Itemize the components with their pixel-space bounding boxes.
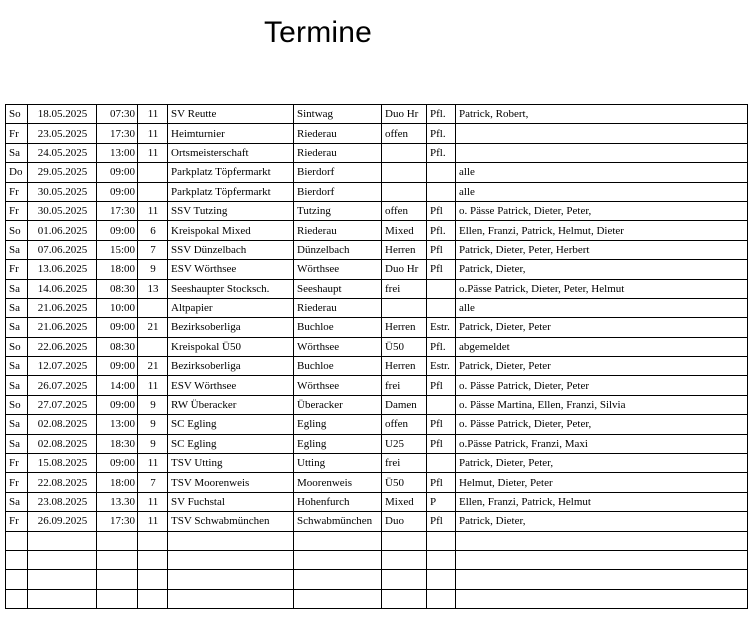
date-cell: 14.06.2025 — [28, 279, 97, 298]
date-cell: 02.08.2025 — [28, 434, 97, 453]
lanes-cell: 7 — [138, 240, 168, 259]
date-cell: 21.06.2025 — [28, 298, 97, 317]
place-cell: Dünzelbach — [294, 240, 382, 259]
pfl-cell — [427, 589, 456, 608]
table-row — [6, 434, 748, 453]
event-cell: Bezirksoberliga — [168, 357, 294, 376]
players-cell — [456, 124, 748, 143]
type-cell: offen — [382, 415, 427, 434]
type-cell: Damen — [382, 395, 427, 414]
pfl-cell: Pfl — [427, 201, 456, 220]
players-cell: o.Pässe Patrick, Franzi, Maxi — [456, 434, 748, 453]
day-cell: Sa — [6, 434, 28, 453]
type-cell — [382, 570, 427, 589]
table-row — [6, 201, 748, 220]
date-cell: 18.05.2025 — [28, 105, 97, 124]
table-row — [6, 182, 748, 201]
date-cell — [28, 531, 97, 550]
day-cell: Sa — [6, 492, 28, 511]
type-cell — [382, 182, 427, 201]
players-cell: Helmut, Dieter, Peter — [456, 473, 748, 492]
type-cell: Duo — [382, 512, 427, 531]
event-cell: Parkplatz Töpfermarkt — [168, 182, 294, 201]
time-cell: 09:00 — [97, 221, 138, 240]
table-row — [6, 318, 748, 337]
table-row — [6, 473, 748, 492]
table-row — [6, 512, 748, 531]
pfl-cell: Pfl — [427, 473, 456, 492]
place-cell: Buchloe — [294, 318, 382, 337]
pfl-cell: Pfl — [427, 434, 456, 453]
date-cell: 24.05.2025 — [28, 143, 97, 162]
players-cell — [456, 550, 748, 569]
time-cell: 18:00 — [97, 473, 138, 492]
type-cell: Duo Hr — [382, 260, 427, 279]
time-cell: 13.30 — [97, 492, 138, 511]
event-cell: Heimturnier — [168, 124, 294, 143]
time-cell: 09:00 — [97, 318, 138, 337]
time-cell: 17:30 — [97, 201, 138, 220]
time-cell: 18:30 — [97, 434, 138, 453]
day-cell: Fr — [6, 512, 28, 531]
table-row — [6, 279, 748, 298]
event-cell: RW Überacker — [168, 395, 294, 414]
date-cell: 22.08.2025 — [28, 473, 97, 492]
lanes-cell: 21 — [138, 357, 168, 376]
time-cell: 15:00 — [97, 240, 138, 259]
table-row — [6, 415, 748, 434]
type-cell — [382, 531, 427, 550]
type-cell — [382, 298, 427, 317]
time-cell: 14:00 — [97, 376, 138, 395]
type-cell: Mixed — [382, 221, 427, 240]
table-row — [6, 492, 748, 511]
type-cell: frei — [382, 279, 427, 298]
lanes-cell — [138, 298, 168, 317]
date-cell: 22.06.2025 — [28, 337, 97, 356]
date-cell: 15.08.2025 — [28, 454, 97, 473]
lanes-cell: 9 — [138, 415, 168, 434]
lanes-cell — [138, 570, 168, 589]
players-cell: abgemeldet — [456, 337, 748, 356]
page-title: Termine — [263, 16, 373, 49]
players-cell: o. Pässe Patrick, Dieter, Peter, — [456, 415, 748, 434]
lanes-cell: 13 — [138, 279, 168, 298]
event-cell: SV Fuchstal — [168, 492, 294, 511]
pfl-cell: Pfl. — [427, 143, 456, 162]
event-cell: TSV Moorenweis — [168, 473, 294, 492]
place-cell: Wörthsee — [294, 337, 382, 356]
lanes-cell — [138, 550, 168, 569]
table-row — [6, 337, 748, 356]
type-cell: Herren — [382, 240, 427, 259]
day-cell: Fr — [6, 182, 28, 201]
place-cell: Moorenweis — [294, 473, 382, 492]
place-cell: Bierdorf — [294, 182, 382, 201]
table-row — [6, 298, 748, 317]
date-cell: 13.06.2025 — [28, 260, 97, 279]
type-cell — [382, 143, 427, 162]
event-cell: SSV Tutzing — [168, 201, 294, 220]
event-cell: TSV Utting — [168, 454, 294, 473]
time-cell: 10:00 — [97, 298, 138, 317]
day-cell: Sa — [6, 415, 28, 434]
lanes-cell — [138, 337, 168, 356]
date-cell: 26.09.2025 — [28, 512, 97, 531]
players-cell: Ellen, Franzi, Patrick, Helmut — [456, 492, 748, 511]
place-cell: Wörthsee — [294, 376, 382, 395]
day-cell: Fr — [6, 473, 28, 492]
pfl-cell: Estr. — [427, 318, 456, 337]
players-cell — [456, 143, 748, 162]
day-cell: So — [6, 221, 28, 240]
type-cell: Herren — [382, 357, 427, 376]
schedule-table — [5, 104, 748, 609]
place-cell: Riederau — [294, 143, 382, 162]
event-cell: SC Egling — [168, 434, 294, 453]
date-cell: 26.07.2025 — [28, 376, 97, 395]
lanes-cell: 9 — [138, 434, 168, 453]
day-cell: Sa — [6, 240, 28, 259]
schedule-rows — [6, 105, 748, 609]
time-cell: 09:00 — [97, 182, 138, 201]
type-cell: U25 — [382, 434, 427, 453]
place-cell — [294, 570, 382, 589]
pfl-cell: Pfl. — [427, 124, 456, 143]
date-cell: 07.06.2025 — [28, 240, 97, 259]
players-cell: alle — [456, 163, 748, 182]
event-cell: SC Egling — [168, 415, 294, 434]
event-cell: Bezirksoberliga — [168, 318, 294, 337]
players-cell: Patrick, Dieter, Peter — [456, 357, 748, 376]
time-cell: 17:30 — [97, 124, 138, 143]
day-cell: So — [6, 105, 28, 124]
day-cell: So — [6, 395, 28, 414]
pfl-cell: Pfl — [427, 512, 456, 531]
type-cell: Duo Hr — [382, 105, 427, 124]
players-cell: alle — [456, 182, 748, 201]
event-cell: Altpapier — [168, 298, 294, 317]
date-cell: 02.08.2025 — [28, 415, 97, 434]
pfl-cell: Pfl. — [427, 221, 456, 240]
day-cell: Sa — [6, 298, 28, 317]
date-cell: 27.07.2025 — [28, 395, 97, 414]
players-cell — [456, 570, 748, 589]
type-cell — [382, 550, 427, 569]
type-cell: frei — [382, 454, 427, 473]
time-cell: 09:00 — [97, 395, 138, 414]
place-cell: Überacker — [294, 395, 382, 414]
lanes-cell — [138, 182, 168, 201]
table-row — [6, 570, 748, 589]
table-row — [6, 357, 748, 376]
date-cell: 21.06.2025 — [28, 318, 97, 337]
place-cell: Tutzing — [294, 201, 382, 220]
event-cell: Ortsmeisterschaft — [168, 143, 294, 162]
event-cell: Kreispokal Mixed — [168, 221, 294, 240]
place-cell: Egling — [294, 434, 382, 453]
place-cell: Bierdorf — [294, 163, 382, 182]
day-cell: Fr — [6, 260, 28, 279]
place-cell — [294, 589, 382, 608]
event-cell: Kreispokal Ü50 — [168, 337, 294, 356]
lanes-cell: 11 — [138, 124, 168, 143]
pfl-cell — [427, 163, 456, 182]
players-cell: o. Pässe Patrick, Dieter, Peter — [456, 376, 748, 395]
table-row — [6, 105, 748, 124]
pfl-cell: P — [427, 492, 456, 511]
players-cell: Patrick, Robert, — [456, 105, 748, 124]
place-cell: Seeshaupt — [294, 279, 382, 298]
date-cell: 23.05.2025 — [28, 124, 97, 143]
type-cell — [382, 589, 427, 608]
pfl-cell — [427, 182, 456, 201]
type-cell: offen — [382, 201, 427, 220]
players-cell: o.Pässe Patrick, Dieter, Peter, Helmut — [456, 279, 748, 298]
time-cell: 17:30 — [97, 512, 138, 531]
lanes-cell: 11 — [138, 492, 168, 511]
day-cell — [6, 550, 28, 569]
pfl-cell: Pfl — [427, 415, 456, 434]
pfl-cell: Pfl — [427, 240, 456, 259]
place-cell — [294, 550, 382, 569]
lanes-cell: 7 — [138, 473, 168, 492]
pfl-cell — [427, 298, 456, 317]
place-cell: Riederau — [294, 221, 382, 240]
date-cell: 12.07.2025 — [28, 357, 97, 376]
table-row — [6, 124, 748, 143]
place-cell: Wörthsee — [294, 260, 382, 279]
pfl-cell: Estr. — [427, 357, 456, 376]
type-cell: Ü50 — [382, 473, 427, 492]
day-cell: Sa — [6, 143, 28, 162]
pfl-cell — [427, 550, 456, 569]
players-cell: Patrick, Dieter, Peter — [456, 318, 748, 337]
event-cell — [168, 531, 294, 550]
event-cell — [168, 570, 294, 589]
day-cell: Sa — [6, 357, 28, 376]
date-cell: 30.05.2025 — [28, 182, 97, 201]
place-cell: Sintwag — [294, 105, 382, 124]
table-row — [6, 221, 748, 240]
type-cell: offen — [382, 124, 427, 143]
table-row — [6, 376, 748, 395]
lanes-cell — [138, 531, 168, 550]
pfl-cell — [427, 279, 456, 298]
time-cell: 18:00 — [97, 260, 138, 279]
table-row — [6, 163, 748, 182]
day-cell: Fr — [6, 454, 28, 473]
pfl-cell: Pfl — [427, 260, 456, 279]
lanes-cell: 21 — [138, 318, 168, 337]
date-cell: 29.05.2025 — [28, 163, 97, 182]
pfl-cell: Pfl. — [427, 105, 456, 124]
lanes-cell: 11 — [138, 143, 168, 162]
lanes-cell: 9 — [138, 260, 168, 279]
players-cell: Patrick, Dieter, — [456, 512, 748, 531]
day-cell: So — [6, 337, 28, 356]
pfl-cell: Pfl — [427, 376, 456, 395]
event-cell: SV Reutte — [168, 105, 294, 124]
place-cell — [294, 531, 382, 550]
lanes-cell: 11 — [138, 512, 168, 531]
date-cell: 23.08.2025 — [28, 492, 97, 511]
day-cell: Sa — [6, 318, 28, 337]
players-cell: alle — [456, 298, 748, 317]
pfl-cell — [427, 531, 456, 550]
day-cell — [6, 589, 28, 608]
table-row — [6, 589, 748, 608]
players-cell: o. Pässe Martina, Ellen, Franzi, Silvia — [456, 395, 748, 414]
lanes-cell — [138, 163, 168, 182]
day-cell: Sa — [6, 279, 28, 298]
place-cell: Schwabmünchen — [294, 512, 382, 531]
event-cell: Parkplatz Töpfermarkt — [168, 163, 294, 182]
event-cell: TSV Schwabmünchen — [168, 512, 294, 531]
players-cell — [456, 531, 748, 550]
event-cell: Seeshaupter Stocksch. — [168, 279, 294, 298]
event-cell — [168, 589, 294, 608]
table-row — [6, 143, 748, 162]
day-cell: Do — [6, 163, 28, 182]
time-cell — [97, 570, 138, 589]
type-cell — [382, 163, 427, 182]
table-row — [6, 454, 748, 473]
event-cell — [168, 550, 294, 569]
type-cell: frei — [382, 376, 427, 395]
time-cell: 09:00 — [97, 163, 138, 182]
lanes-cell: 11 — [138, 201, 168, 220]
date-cell: 30.05.2025 — [28, 201, 97, 220]
players-cell: Patrick, Dieter, Peter, — [456, 454, 748, 473]
players-cell: Patrick, Dieter, Peter, Herbert — [456, 240, 748, 259]
event-cell: ESV Wörthsee — [168, 376, 294, 395]
type-cell: Ü50 — [382, 337, 427, 356]
time-cell — [97, 550, 138, 569]
type-cell: Herren — [382, 318, 427, 337]
place-cell: Riederau — [294, 124, 382, 143]
date-cell — [28, 550, 97, 569]
pfl-cell — [427, 570, 456, 589]
type-cell: Mixed — [382, 492, 427, 511]
table-row — [6, 395, 748, 414]
lanes-cell: 11 — [138, 454, 168, 473]
day-cell — [6, 570, 28, 589]
day-cell: Fr — [6, 201, 28, 220]
time-cell: 08:30 — [97, 279, 138, 298]
place-cell: Utting — [294, 454, 382, 473]
lanes-cell: 9 — [138, 395, 168, 414]
players-cell — [456, 589, 748, 608]
day-cell: Sa — [6, 376, 28, 395]
date-cell — [28, 589, 97, 608]
date-cell — [28, 570, 97, 589]
time-cell — [97, 589, 138, 608]
pfl-cell — [427, 395, 456, 414]
table-row — [6, 240, 748, 259]
place-cell: Buchloe — [294, 357, 382, 376]
players-cell: o. Pässe Patrick, Dieter, Peter, — [456, 201, 748, 220]
day-cell: Fr — [6, 124, 28, 143]
time-cell: 09:00 — [97, 357, 138, 376]
lanes-cell — [138, 589, 168, 608]
table-row — [6, 550, 748, 569]
lanes-cell: 6 — [138, 221, 168, 240]
time-cell: 08:30 — [97, 337, 138, 356]
players-cell: Ellen, Franzi, Patrick, Helmut, Dieter — [456, 221, 748, 240]
time-cell: 13:00 — [97, 143, 138, 162]
players-cell: Patrick, Dieter, — [456, 260, 748, 279]
event-cell: ESV Wörthsee — [168, 260, 294, 279]
date-cell: 01.06.2025 — [28, 221, 97, 240]
time-cell: 13:00 — [97, 415, 138, 434]
place-cell: Egling — [294, 415, 382, 434]
place-cell: Hohenfurch — [294, 492, 382, 511]
lanes-cell: 11 — [138, 105, 168, 124]
time-cell — [97, 531, 138, 550]
event-cell: SSV Dünzelbach — [168, 240, 294, 259]
place-cell: Riederau — [294, 298, 382, 317]
time-cell: 09:00 — [97, 454, 138, 473]
table-row — [6, 531, 748, 550]
day-cell — [6, 531, 28, 550]
time-cell: 07:30 — [97, 105, 138, 124]
pfl-cell — [427, 454, 456, 473]
table-row — [6, 260, 748, 279]
pfl-cell: Pfl. — [427, 337, 456, 356]
lanes-cell: 11 — [138, 376, 168, 395]
